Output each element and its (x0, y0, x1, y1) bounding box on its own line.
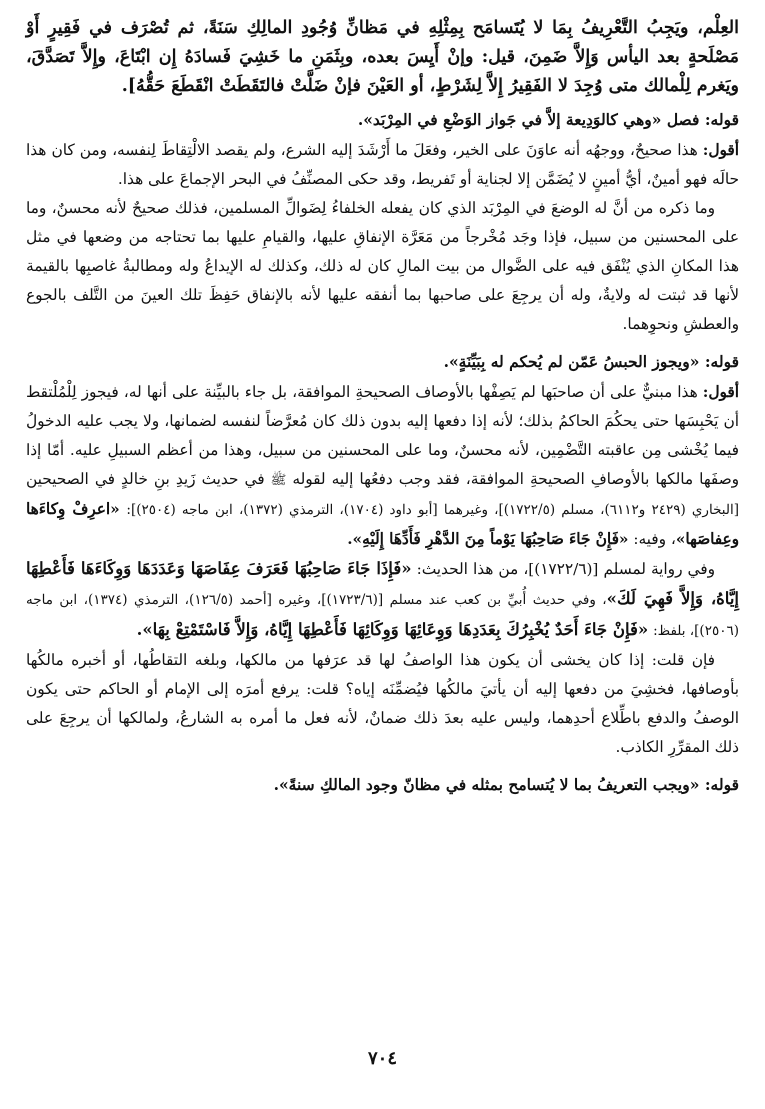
aqul-paragraph-2 (26, 378, 739, 554)
body-paragraph-4: فإن قلت: إذا كان يخشى أن يكون هذا الواصفُ لها قد عرَفها من مالكها، وبلغه التقاطُها، أو أخبره مالكُها بأوصافها، فخشِيَ من دفعها إليه أن يأتيَ مالكُها فيُضمِّنَه إياه؟ قلت: يرفع أمرَه إلى الإمام أو الحاكم حتى يكون الوصفُ والدفع باطِّلاع أحدِهما، وليس عليه بعدَ ذلك ضمانٌ، لأنه فعل ما أمره به الشارعُ، ولمالكها أن يرجِعَ على ذلك المقرِّرِ الكاذب. (26, 651, 739, 756)
qawl-heading-2 (26, 347, 739, 376)
qawl-heading-3 (26, 770, 739, 799)
hadith-quote: «اعرِفْ وِكاءَها وعِفاصَها» (26, 500, 739, 548)
qawl-label: قوله: (704, 110, 739, 129)
aqul-label: أقول: (702, 141, 739, 159)
hadith-reference: [البخاري (٢٤٢٩ و٦١١٢)، مسلم (١٧٢٢/٥)]، وغيرهما [أبو داود (١٧٠٤)، الترمذي (١٣٧٢)، ابن ماجه (٢٥٠٤)]: (126, 502, 739, 518)
connector-text: ، وفيه: (633, 530, 676, 548)
aqul-text: هذا صحيحٌ، ووجهُه أنه عاوَنَ على الخير، وفعَلَ ما أَرْشَدَ إليه الشرع، ولم يقصد الالْتِقاطَ لِنفسه، ومن كان هذا حالَه فهو أمينٌ، أيُّ أمينٍ لا يُضَمَّن إلا لجناية أو تَفريط، وقد حكى المصنِّفُ في البحر الإجماعَ على هذا. (26, 141, 739, 188)
matn-paragraph: العِلْم، ويَجِبُ التَّعْرِيفُ بِمَا لا يُتَسامَح بِمِثْلِهِ في مَظانِّ وُجُودِ المالِكِ سَنَةً، ثم تُصْرَف في فَقِيرٍ أَوْ مَصْلَحةٍ بعد اليأس وَإِلاَّ ضَمِنَ، قيل: وإنْ أَيِسَ بعده، وبِثَمَنِ ما خَشِيَ فَسادَهُ إِن ابْتَاعَ، وإِلاَّ تَصَدَّقَ، ويَغرم لِلْمالك متى وُجِدَ لا الفَقِيرُ إِلاَّ لِشَرْطٍ، أو العَيْنَ فإنْ ضَلَّتْ فالتَقَطَتْ انْقَطَعَ حَقُّهُ]. (26, 18, 739, 96)
qawl-text: «ويجوز الحبسُ عَمّن لم يُحكم له بِبَيِّنَةٍ». (443, 352, 700, 371)
body-paragraph-3 (26, 554, 739, 646)
hadith-quote: «فَإِنْ جَاءَ صَاحِبُهَا يَوْماً مِنَ الدَّهْرِ فَأَدِّهَا إِلَيْهِ». (347, 530, 629, 548)
hadith-reference: ، وفي حديث أُبيِّ بن كعب عند مسلم [(١٧٢٣/٦)]، وغيره [أحمد (١٢٦/٥)، الترمذي (١٣٧٤)، ابن ماجه (٢٥٠٦)]، بلفظ: (26, 592, 739, 639)
aqul-text: هذا مبنيٌّ على أن صاحبَها لم يَصِفْها بالأوصاف الصحيحةِ الموافقة، بل جاء بالبيِّنة على أنها له، فيجوز لِلْمُلْتقط أن يَحْبِسَها حتى يحكُمَ الحاكمُ بذلك؛ لأنه إذا دفعها إليه بدون ذلك كان مُعرَّضاً لنفسه لضمانها، ولا يجب عليه الدخولُ فيما يُخْشى مِن عاقبته التَّضْمِين، لأنه محسنٌ، وما على المحسنين من سبيل، وهذا من أعظم السبيلِ عليه. أمّا إذا وصفَها مالكها بالأوصافِ الصحيحةِ الموافقة، فقد وجب دفعُها إليه لقوله (26, 383, 739, 488)
qawl-text: «ويجب التعريفُ بما لا يُتسامح بمثله في مظانّ وجود المالكِ سنةً». (273, 775, 700, 794)
hadith-quote: «فَإِنْ جَاءَ أَحَدٌ يُخْبِرُكَ بِعَدَدِهَا وَوِعَائِهَا وَوِكَائِهَا فَأَعْطِهَا إِيَّاهُ، وَإِلاَّ فَاسْتَمْتِعْ بِهَا». (136, 620, 649, 639)
page-number: ٧٠٤ (367, 1048, 397, 1069)
salawat-symbol: ﷺ (270, 473, 287, 488)
qawl-label: قوله: (704, 352, 739, 371)
paragraph-text: وفي رواية لمسلم [(١٧٢٢/٦)]، من هذا الحديث: (416, 560, 715, 578)
body-paragraph-2: وما ذكره من أنَّ له الوضعَ في المِرْبَد الذي كان يفعله الخلفاءُ لِضَوالِّ المسلمين، فذلك صحيحٌ لأنه محسنٌ، وما على المحسنين من سبيل، فإذا وجَد مُخْرجاً من مَعَرَّة الإنفاقِ عليها، والقيامِ عليها بما تحتاجه من وضعها في مثل هذا المكانِ الذي يُنْفَق فيه على الضَّوال من بيت المالِ كان له ذلك، وكذلك له الإيداعُ وله ومطالبةُ غاصبِها بالقيمة لأنها قد ثبتت له ولايةٌ، وله أن يرجِعَ على صاحبها بما أنفقه عليها لأنه بالإنفاق حَفِظَ تلك العينَ من التَّلف بالجوع والعطشِ ونحوِهما. (26, 199, 739, 333)
qawl-heading-1 (26, 105, 739, 134)
qawl-label: قوله: (704, 775, 739, 794)
aqul-text-cont: في حديث زَيدِ بنِ خالدٍ في الصحيحين (26, 470, 265, 488)
aqul-paragraph-1 (26, 136, 739, 194)
qawl-text: فصل «وهي كالوَدِيعة إلاَّ في جَواز الوَضْعِ في المِرْبَد». (357, 110, 700, 129)
aqul-label: أقول: (702, 383, 739, 401)
hadith-quote: «فَإِذَا جَاءَ صَاحِبُهَا فَعَرَفَ عِفَاصَهَا وَعَدَدَهَا وَوِكَاءَهَا فَأَعْطِهَا إِيَّاهُ، وَإِلاَّ فَهِيَ لَكَ» (26, 559, 739, 608)
